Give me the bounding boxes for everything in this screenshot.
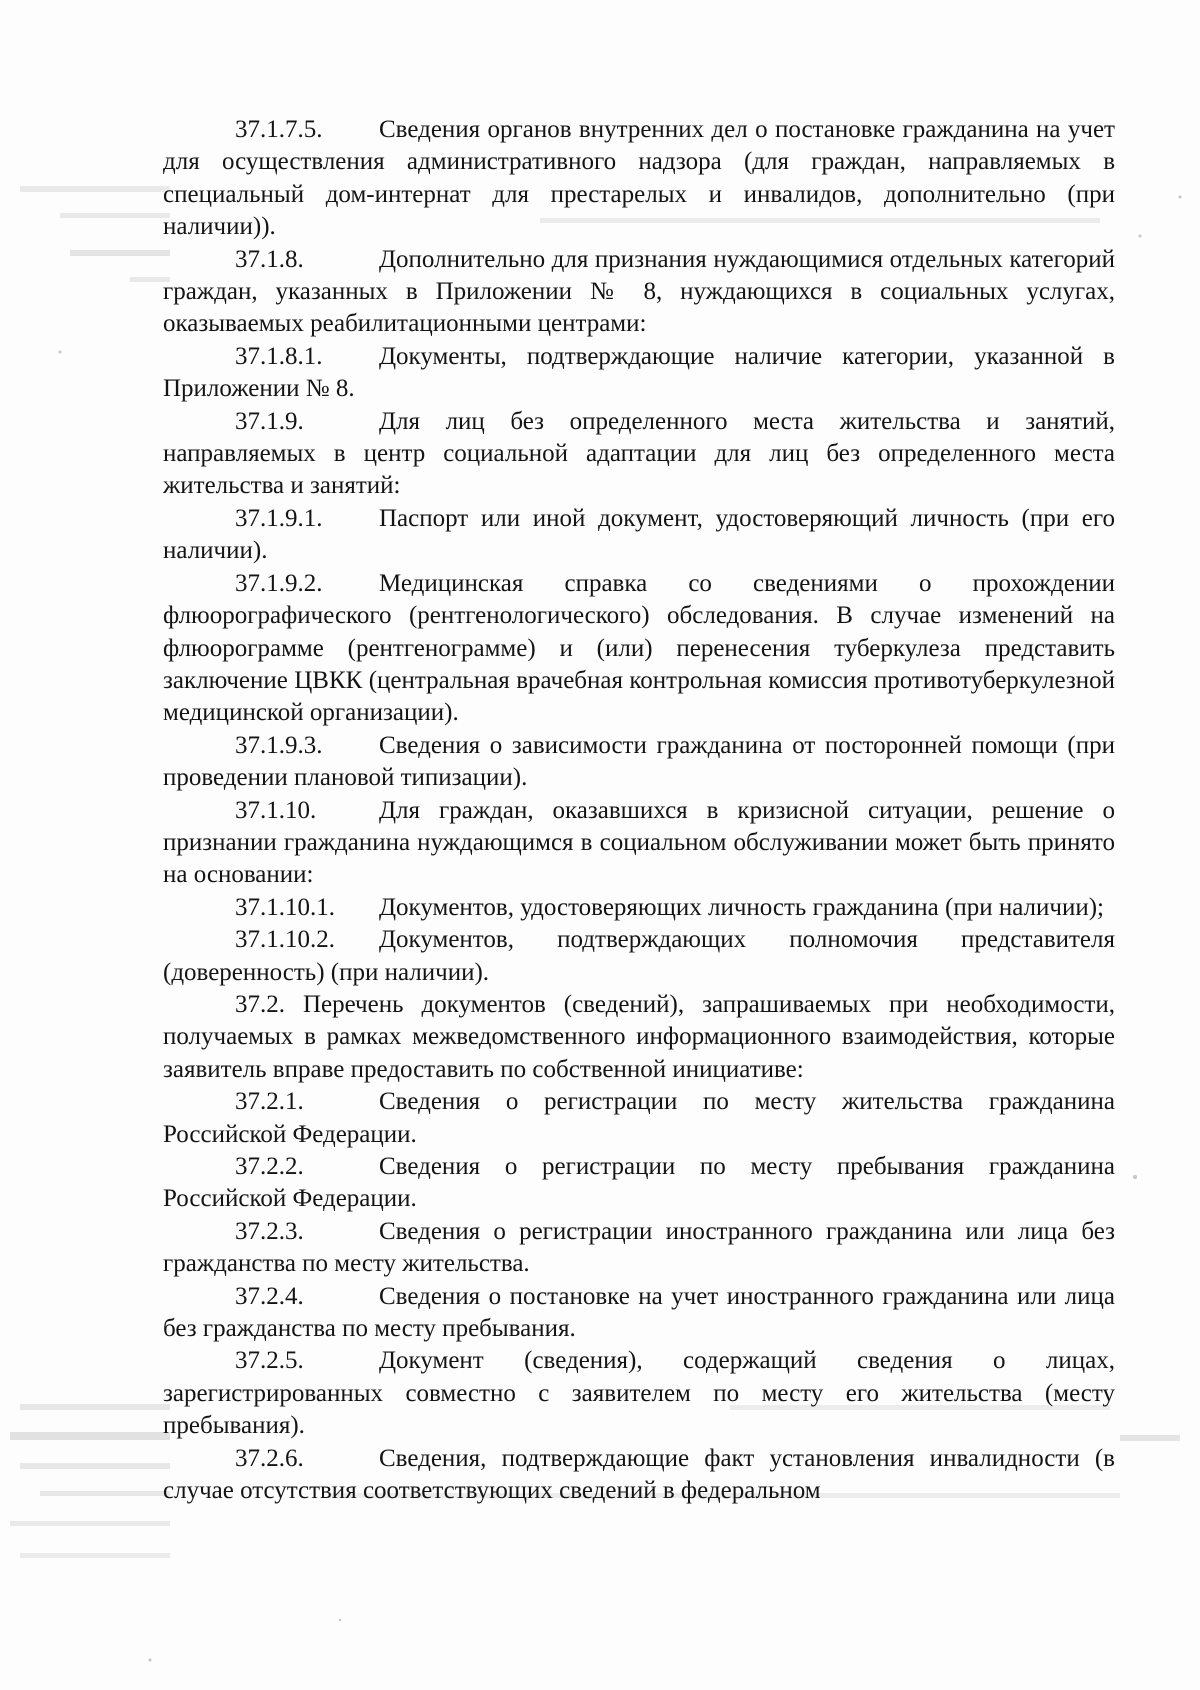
paragraph bbox=[163, 1281, 1115, 1346]
paragraph-number: 37.1.9. bbox=[235, 407, 304, 435]
paragraph-number: 37.1.8. bbox=[235, 245, 304, 273]
paragraph-number: 37.2.6. bbox=[235, 1444, 304, 1472]
paragraph-text: Документов, удостоверяющих личность гражданина (при наличии); bbox=[379, 893, 1104, 921]
paragraph-number: 37.2.5. bbox=[235, 1347, 304, 1375]
paragraph-text: Документов, подтверждающих полномочия представителя (доверенность) (при наличии). bbox=[163, 926, 1115, 986]
paragraph-number: 37.1.10.1. bbox=[235, 893, 335, 921]
paragraph bbox=[163, 924, 1115, 989]
paragraph-number: 37.1.7.5. bbox=[235, 116, 323, 143]
paragraph bbox=[163, 730, 1115, 795]
paragraph-text: Сведения о регистрации по месту жительства гражданина Российской Федерации. bbox=[163, 1088, 1115, 1148]
paragraph-number: 37.2.4. bbox=[235, 1282, 304, 1310]
paragraph bbox=[163, 1151, 1115, 1216]
paragraph-text: Сведения органов внутренних дел о постановке гражданина на учет для осуществления административного надзора (для граждан, направляемых в специальный дом-интернат для престарелых и инвалидов, дополнительно (при наличии)). bbox=[163, 116, 1115, 241]
paragraph bbox=[163, 503, 1115, 568]
paragraph bbox=[163, 1216, 1115, 1281]
paragraph-number: 37.1.9.2. bbox=[235, 569, 323, 597]
document-body bbox=[163, 114, 1115, 1507]
paragraph bbox=[163, 795, 1115, 892]
paragraph bbox=[163, 892, 1115, 924]
paragraph-number: 37.2. bbox=[235, 990, 285, 1018]
paragraph-text: Сведения, подтверждающие факт установления инвалидности (в случае отсутствия соответствующих сведений в федеральном bbox=[163, 1444, 1115, 1505]
paragraph-text: Сведения о постановке на учет иностранного гражданина или лица без гражданства по месту пребывания. bbox=[163, 1282, 1115, 1343]
paragraph-text: Сведения о регистрации по месту пребывания гражданина Российской Федерации. bbox=[163, 1153, 1115, 1213]
paragraph bbox=[163, 341, 1115, 406]
paragraph-text: Для лиц без определенного места жительства и занятий, направляемых в центр социальной адаптации для лиц без определенного места жительства и занятий: bbox=[163, 407, 1115, 500]
paragraph-number: 37.2.3. bbox=[235, 1217, 304, 1245]
paragraph-number: 37.1.8.1. bbox=[235, 342, 323, 370]
paragraph bbox=[163, 1086, 1115, 1151]
paragraph bbox=[163, 568, 1115, 730]
paragraph bbox=[163, 1345, 1115, 1442]
paragraph bbox=[163, 989, 1115, 1086]
paragraph-text: Сведения о зависимости гражданина от посторонней помощи (при проведении плановой типизации). bbox=[163, 731, 1115, 792]
paragraph-text: Паспорт или иной документ, удостоверяющий личность (при его наличии). bbox=[163, 504, 1115, 565]
paragraph-text: Сведения о регистрации иностранного гражданина или лица без гражданства по месту жительства. bbox=[163, 1217, 1115, 1278]
paragraph-number: 37.1.9.1. bbox=[235, 504, 323, 532]
paragraph bbox=[163, 406, 1115, 503]
paragraph-text: Дополнительно для признания нуждающимися отдельных категорий граждан, указанных в Приложении № 8, нуждающихся в социальных услугах, оказываемых реабилитационными центрами: bbox=[163, 245, 1115, 338]
paragraph-text: Документы, подтверждающие наличие категории, указанной в Приложении № 8. bbox=[163, 342, 1115, 403]
paragraph-number: 37.1.10. bbox=[235, 796, 317, 824]
paragraph-text: Для граждан, оказавшихся в кризисной ситуации, решение о признании гражданина нуждающимся в социальном обслуживании может быть принято на основании: bbox=[163, 796, 1115, 889]
paragraph-number: 37.2.1. bbox=[235, 1088, 304, 1116]
paragraph-number: 37.2.2. bbox=[235, 1153, 304, 1180]
paragraph bbox=[163, 1443, 1115, 1508]
paragraph-text: Документ (сведения), содержащий сведения о лицах, зарегистрированных совместно с заявителем по месту его жительства (месту пребывания). bbox=[163, 1347, 1115, 1440]
paragraph-text: Медицинская справка со сведениями о прохождении флюорографического (рентгенологического) обследования. В случае изменений на флюорограмме (рентгенограмме) и (или) перенесения туберкулеза представить заключение ЦВКК (центральная врачебная контрольная комиссия противотуберкулезной медицинской организации). bbox=[163, 569, 1115, 727]
paragraph-text: Перечень документов (сведений), запрашиваемых при необходимости, получаемых в рамках межведомственного информационного взаимодействия, которые заявитель вправе предоставить по собственной инициативе: bbox=[163, 990, 1115, 1083]
paragraph bbox=[163, 114, 1115, 244]
paragraph bbox=[163, 244, 1115, 341]
paragraph-number: 37.1.9.3. bbox=[235, 731, 323, 759]
paragraph-number: 37.1.10.2. bbox=[235, 926, 335, 954]
